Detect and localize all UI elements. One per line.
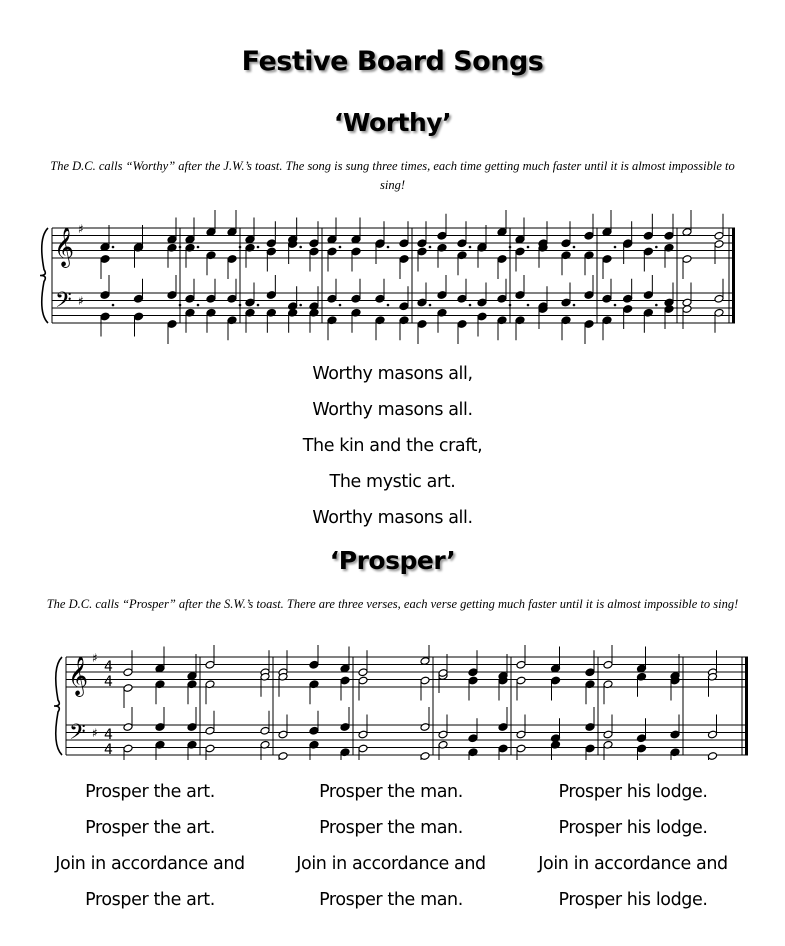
- lyric-line: The kin and the craft,: [302, 436, 483, 456]
- dot: [299, 246, 302, 249]
- dot: [509, 246, 512, 249]
- dot: [239, 304, 242, 307]
- instructions-prosper: The D.C. calls “Prosper” after the S.W.’s toast. There are three verses, each verse getting much faster until it is almost impossible to sing!: [46, 597, 739, 611]
- dot: [429, 246, 432, 249]
- dot: [469, 304, 472, 307]
- song-title-prosper: ‘Prosper’: [329, 546, 456, 575]
- lyric-line: Prosper the art.: [85, 818, 215, 838]
- dot: [197, 304, 200, 307]
- dot: [179, 246, 182, 249]
- time-signature-icon: 4: [104, 742, 113, 758]
- lyric-line: Worthy masons all.: [312, 400, 473, 420]
- lyric-line: Worthy masons all.: [312, 508, 473, 528]
- dot: [112, 246, 115, 249]
- final-barline: [745, 657, 748, 755]
- time-signature-icon: 4: [104, 727, 113, 743]
- dot: [339, 246, 342, 249]
- lyric-line: Join in accordance and: [296, 854, 486, 874]
- dot: [257, 304, 260, 307]
- sheet-music-worthy: [0, 210, 785, 350]
- dot: [239, 246, 242, 249]
- dot: [573, 246, 576, 249]
- dot: [387, 304, 390, 307]
- dot: [429, 304, 432, 307]
- sharp-icon: ♯: [78, 294, 84, 308]
- dot: [179, 304, 182, 307]
- lyric-line: Worthy masons all,: [312, 364, 473, 384]
- dot: [655, 304, 658, 307]
- dot: [614, 246, 617, 249]
- lyric-line: Prosper the art.: [85, 782, 215, 802]
- lyric-line: Join in accordance and: [538, 854, 728, 874]
- verse-1: [40, 774, 260, 918]
- dot: [257, 246, 260, 249]
- brace: [54, 657, 62, 755]
- dot: [197, 246, 200, 249]
- time-signature-icon: 4: [104, 659, 113, 675]
- dot: [299, 304, 302, 307]
- dot: [387, 246, 390, 249]
- song-title-worthy: ‘Worthy’: [333, 108, 452, 137]
- verse-3: [523, 774, 743, 918]
- final-barline: [732, 228, 735, 323]
- sharp-icon: ♯: [92, 726, 98, 740]
- dot: [614, 304, 617, 307]
- dot: [573, 304, 576, 307]
- dot: [339, 304, 342, 307]
- bass-clef-icon: 𝄢: [55, 288, 72, 318]
- lyric-line: Prosper his lodge.: [558, 782, 708, 802]
- verse-2: [281, 774, 501, 918]
- sheet-music-prosper: [0, 645, 785, 760]
- treble-clef-icon: 𝄞: [68, 656, 89, 696]
- instructions-worthy: The D.C. calls “Worthy” after the J.W.’s toast. The song is sung three times, each time getting much faster until it is almost impossible to sing!: [50, 159, 735, 192]
- dot: [527, 246, 530, 249]
- lyric-line: Join in accordance and: [55, 854, 245, 874]
- time-signature-icon: 4: [104, 674, 113, 690]
- bass-clef-icon: 𝄢: [69, 720, 86, 750]
- lyric-line: Prosper his lodge.: [558, 890, 708, 910]
- dot: [527, 304, 530, 307]
- lyric-line: Prosper the art.: [85, 890, 215, 910]
- dot: [469, 246, 472, 249]
- dot: [112, 304, 115, 307]
- lyric-line: Prosper the man.: [319, 818, 463, 838]
- treble-clef-icon: 𝄞: [54, 227, 75, 267]
- lyric-line: The mystic art.: [329, 472, 456, 492]
- dot: [655, 246, 658, 249]
- lyric-line: Prosper his lodge.: [558, 818, 708, 838]
- sharp-icon: ♯: [78, 222, 84, 236]
- brace: [40, 228, 48, 323]
- dot: [509, 304, 512, 307]
- sharp-icon: ♯: [92, 651, 98, 665]
- lyric-line: Prosper the man.: [319, 890, 463, 910]
- lyrics-worthy: [0, 356, 785, 536]
- page-title: Festive Board Songs: [241, 46, 544, 77]
- lyric-line: Prosper the man.: [319, 782, 463, 802]
